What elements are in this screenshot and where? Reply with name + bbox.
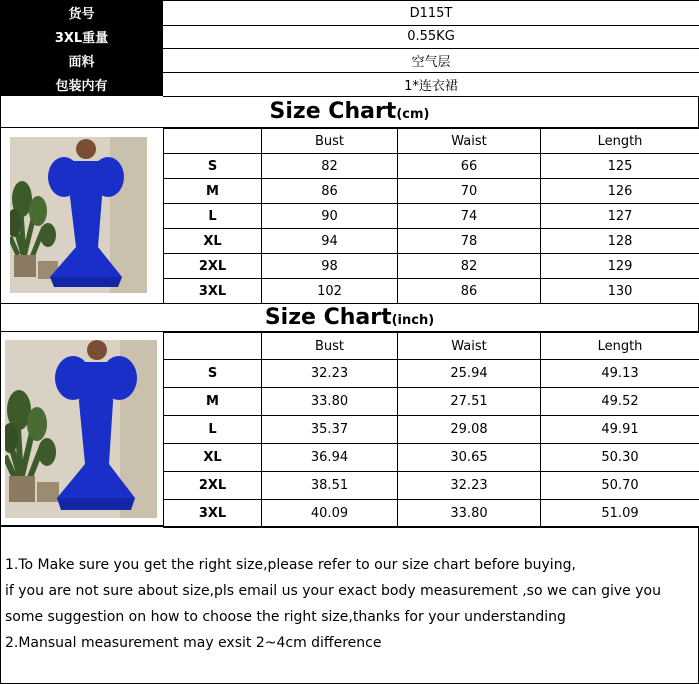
info-value: 空气层 bbox=[163, 48, 699, 73]
header-cell bbox=[164, 129, 262, 154]
value-cell: 78 bbox=[398, 229, 541, 254]
value-cell: 32.23 bbox=[262, 360, 398, 388]
table-row bbox=[164, 179, 699, 204]
table-row bbox=[164, 472, 699, 500]
table-row bbox=[164, 360, 699, 388]
product-photo bbox=[10, 137, 147, 293]
info-key: 3XL重量 bbox=[0, 24, 163, 48]
table-header-row bbox=[164, 129, 699, 154]
value-cell: 35.37 bbox=[262, 416, 398, 444]
value-cell: 86 bbox=[398, 279, 541, 304]
value-cell: 82 bbox=[398, 254, 541, 279]
value-cell: 66 bbox=[398, 154, 541, 179]
table-row bbox=[164, 444, 699, 472]
cm-chart-title-text: Size Chart bbox=[269, 99, 397, 124]
value-cell: 49.91 bbox=[541, 416, 699, 444]
inch-size-table bbox=[163, 332, 699, 528]
size-cell: M bbox=[164, 179, 262, 204]
value-cell: 82 bbox=[262, 154, 398, 179]
size-cell: XL bbox=[164, 229, 262, 254]
header-cell bbox=[164, 333, 262, 360]
header-cell: Bust bbox=[262, 129, 398, 154]
value-cell: 86 bbox=[262, 179, 398, 204]
value-cell: 49.52 bbox=[541, 388, 699, 416]
value-cell: 32.23 bbox=[398, 472, 541, 500]
inch-chart-unit: (inch) bbox=[391, 313, 435, 328]
size-cell: L bbox=[164, 204, 262, 229]
size-cell: S bbox=[164, 154, 262, 179]
info-key: 包装内有 bbox=[0, 72, 163, 96]
table-row bbox=[164, 154, 699, 179]
table-row bbox=[164, 500, 699, 528]
value-cell: 127 bbox=[541, 204, 699, 229]
value-cell: 125 bbox=[541, 154, 699, 179]
table-row bbox=[164, 254, 699, 279]
size-cell: XL bbox=[164, 444, 262, 472]
value-cell: 50.30 bbox=[541, 444, 699, 472]
value-cell: 126 bbox=[541, 179, 699, 204]
value-cell: 74 bbox=[398, 204, 541, 229]
note-line: some suggestion on how to choose the right size,thanks for your understanding bbox=[5, 609, 566, 625]
info-key: 货号 bbox=[0, 0, 163, 24]
table-header-row bbox=[164, 333, 699, 360]
cm-size-table bbox=[163, 128, 699, 304]
table-row bbox=[164, 204, 699, 229]
size-cell: 3XL bbox=[164, 279, 262, 304]
value-cell: 49.13 bbox=[541, 360, 699, 388]
header-cell: Bust bbox=[262, 333, 398, 360]
cm-chart-title bbox=[0, 96, 699, 128]
size-cell: 2XL bbox=[164, 472, 262, 500]
table-row bbox=[164, 229, 699, 254]
value-cell: 70 bbox=[398, 179, 541, 204]
header-cell: Waist bbox=[398, 333, 541, 360]
header-cell: Length bbox=[541, 129, 699, 154]
info-row bbox=[0, 72, 699, 96]
value-cell: 128 bbox=[541, 229, 699, 254]
notes-box bbox=[0, 526, 699, 684]
value-cell: 94 bbox=[262, 229, 398, 254]
note-line: if you are not sure about size,pls email us your exact body measurement ,so we can give you bbox=[5, 583, 661, 599]
note-line: 1.To Make sure you get the right size,please refer to our size chart before buying, bbox=[5, 557, 576, 573]
value-cell: 40.09 bbox=[262, 500, 398, 528]
info-value: D115T bbox=[163, 0, 699, 26]
value-cell: 33.80 bbox=[398, 500, 541, 528]
value-cell: 29.08 bbox=[398, 416, 541, 444]
info-row bbox=[0, 24, 699, 48]
product-photo-cell bbox=[0, 332, 164, 526]
value-cell: 51.09 bbox=[541, 500, 699, 528]
value-cell: 98 bbox=[262, 254, 398, 279]
info-key: 面料 bbox=[0, 48, 163, 72]
table-row bbox=[164, 416, 699, 444]
value-cell: 50.70 bbox=[541, 472, 699, 500]
size-cell: 2XL bbox=[164, 254, 262, 279]
table-row bbox=[164, 388, 699, 416]
value-cell: 25.94 bbox=[398, 360, 541, 388]
value-cell: 130 bbox=[541, 279, 699, 304]
info-row bbox=[0, 48, 699, 72]
value-cell: 36.94 bbox=[262, 444, 398, 472]
value-cell: 33.80 bbox=[262, 388, 398, 416]
note-line: 2.Mansual measurement may exsit 2~4cm difference bbox=[5, 635, 382, 651]
inch-chart-title bbox=[0, 304, 699, 332]
size-cell: L bbox=[164, 416, 262, 444]
value-cell: 27.51 bbox=[398, 388, 541, 416]
info-value: 0.55KG bbox=[163, 24, 699, 49]
size-cell: S bbox=[164, 360, 262, 388]
size-cell: M bbox=[164, 388, 262, 416]
header-cell: Waist bbox=[398, 129, 541, 154]
value-cell: 90 bbox=[262, 204, 398, 229]
info-value: 1*连衣裙 bbox=[163, 72, 699, 97]
info-row bbox=[0, 0, 699, 24]
value-cell: 38.51 bbox=[262, 472, 398, 500]
product-photo-cell bbox=[0, 128, 164, 304]
value-cell: 102 bbox=[262, 279, 398, 304]
value-cell: 129 bbox=[541, 254, 699, 279]
header-cell: Length bbox=[541, 333, 699, 360]
value-cell: 30.65 bbox=[398, 444, 541, 472]
product-photo bbox=[5, 340, 157, 518]
table-row bbox=[164, 279, 699, 304]
size-cell: 3XL bbox=[164, 500, 262, 528]
inch-chart-title-text: Size Chart bbox=[264, 305, 392, 330]
cm-chart-unit: (cm) bbox=[396, 107, 430, 122]
